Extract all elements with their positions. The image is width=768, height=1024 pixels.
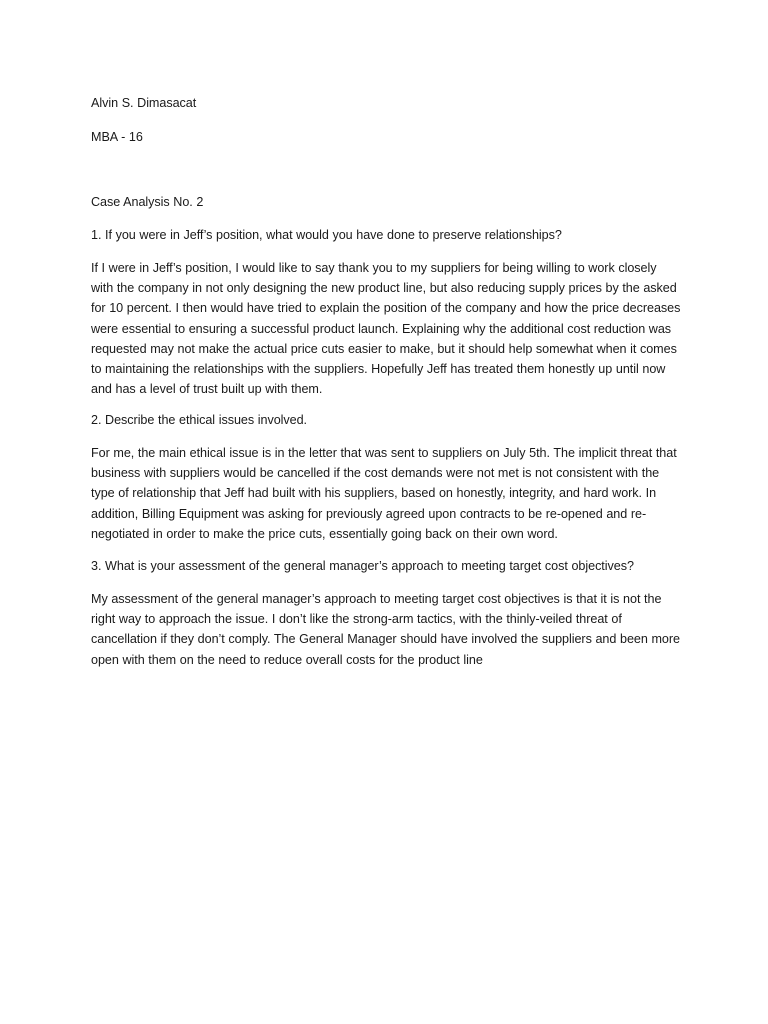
answer-1-text: If I were in Jeff’s position, I would like to say thank you to my suppliers for being willing to work closely with the company in not only designing the new product line, but also reducing supply prices by the asked for 10 percent. I then would have tried to explain the position of the company and how the price decreases were essential to ensuring a successful product launch. Explaining why the additional cost reduction was requested may not make the actual price cuts easier to make, but it should help somewhat when it comes to maintaining the relationships with the suppliers. Hopefully Jeff has treated them honestly up until now and has a level of trust built up with them. (91, 261, 681, 397)
question-1 (91, 225, 681, 245)
author-name (91, 93, 681, 113)
question-1-text: 1. If you were in Jeff’s position, what would you have done to preserve relationships? (91, 228, 562, 242)
answer-2-text: For me, the main ethical issue is in the letter that was sent to suppliers on July 5th. The implicit threat that business with suppliers would be cancelled if the cost demands were not met is not consistent with the type of relationship that Jeff had built with his suppliers, based on honestly, integrity, and hard work. In addition, Billing Equipment was asking for previously agreed upon contracts to be re-opened and re-negotiated in order to make the price cuts, essentially going back on their own word. (91, 446, 677, 541)
answer-1 (91, 258, 681, 399)
course-label-text: MBA - 16 (91, 130, 143, 144)
case-title-text: Case Analysis No. 2 (91, 195, 204, 209)
case-title (91, 192, 681, 212)
author-name-text: Alvin S. Dimasacat (91, 96, 197, 110)
answer-2 (91, 443, 681, 544)
question-2 (91, 410, 681, 430)
question-3-text: 3. What is your assessment of the general manager’s approach to meeting target cost objectives? (91, 559, 634, 573)
answer-3 (91, 589, 681, 670)
answer-3-text: My assessment of the general manager’s approach to meeting target cost objectives is that it is not the right way to approach the issue. I don’t like the strong-arm tactics, with the thinly-veiled threat of cancellation if they don’t comply. The General Manager should have involved the suppliers and been more open with them on the need to reduce overall costs for the product line (91, 592, 680, 667)
question-2-text: 2. Describe the ethical issues involved. (91, 413, 308, 427)
course-label (91, 127, 681, 147)
question-3 (91, 556, 681, 576)
